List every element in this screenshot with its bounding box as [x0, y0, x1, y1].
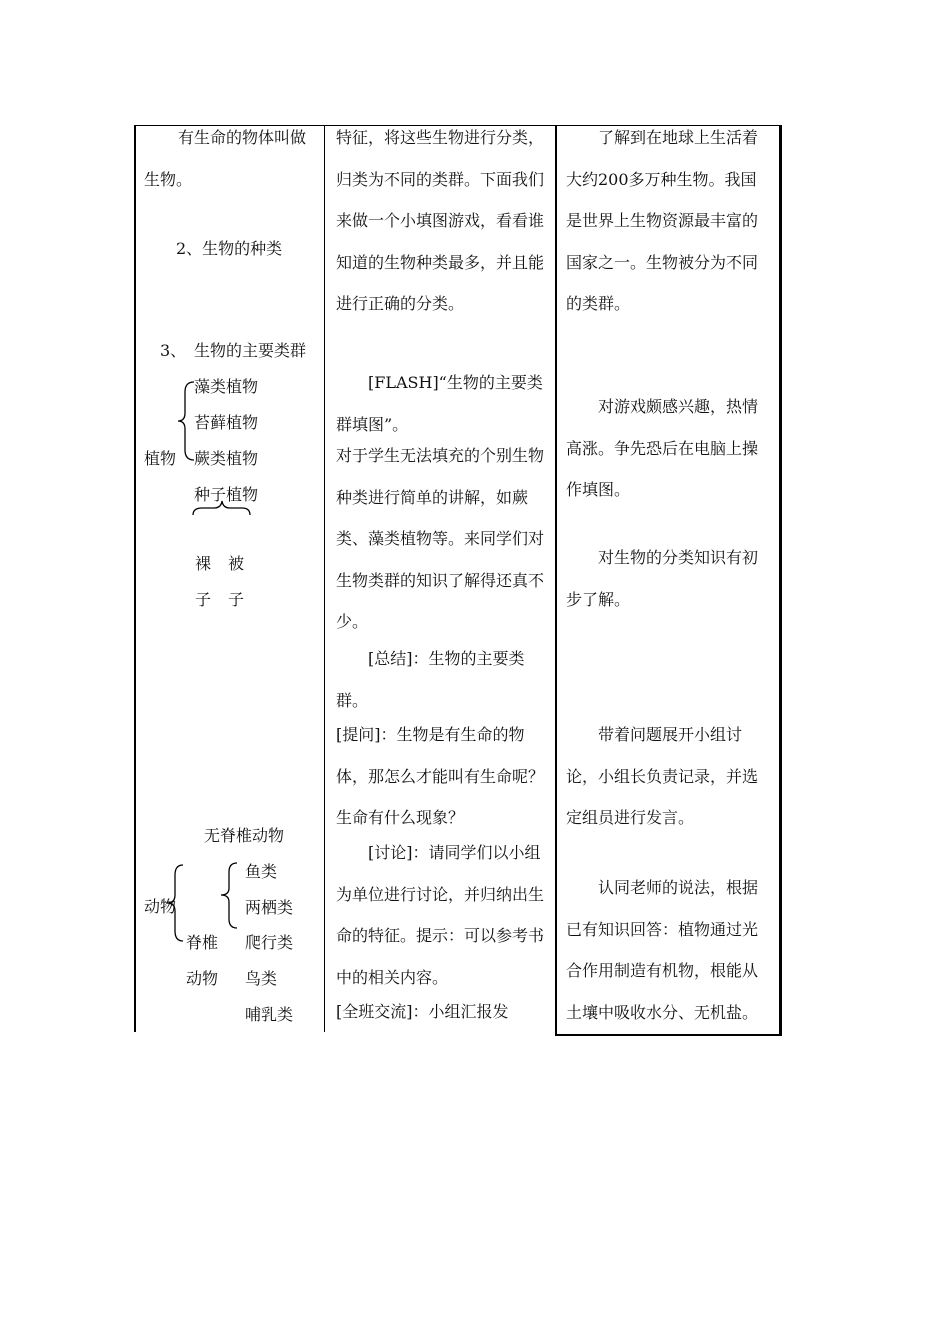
gymnosperm-char-2: 子	[195, 590, 212, 609]
teacher-paragraph: 对于学生无法填充的个别生物种类进行简单的讲解，如蕨类、藻类植物等。来同学们对生物类群的知识了解得还真不少。	[336, 446, 545, 631]
gymnosperm-char-1: 裸	[195, 554, 212, 573]
vertebrate-label-1: 脊椎	[186, 933, 219, 952]
plant-item: 蕨类植物	[194, 449, 259, 468]
column-divider-1	[324, 125, 325, 1032]
angiosperm-char-1: 被	[228, 554, 245, 573]
table-border-left	[134, 125, 136, 1032]
vertebrate-label-2: 动物	[186, 969, 219, 988]
vertebrate-brace	[218, 861, 240, 931]
student-paragraph: 带着问题展开小组讨论，小组长负责记录，并选定组员进行发言。	[566, 725, 759, 827]
vertebrate-item: 鸟类	[245, 969, 278, 988]
angiosperm-char-2: 子	[228, 590, 245, 609]
animals-brace	[165, 863, 185, 943]
animals-root-label: 动物	[144, 897, 177, 916]
table-border-bottom	[555, 1034, 782, 1036]
plants-root-label: 植物	[144, 449, 177, 468]
invertebrate-label: 无脊椎动物	[204, 826, 285, 845]
section-3-number: 3、	[160, 341, 187, 360]
student-paragraph: 对游戏颇感兴趣，热情高涨。争先恐后在电脑上操作填图。	[566, 397, 759, 499]
section-3-heading: 生物的主要类群	[194, 341, 307, 360]
plants-brace	[176, 380, 196, 462]
intro-line-2: 生物。	[144, 170, 193, 189]
student-paragraph: 认同老师的说法，根据已有知识回答：植物通过光合作用制造有机物，根能从土壤中吸收水分、无机盐。	[566, 878, 759, 1022]
vertebrate-item: 鱼类	[245, 862, 278, 881]
plant-item: 种子植物	[194, 485, 259, 504]
vertebrate-item: 爬行类	[245, 933, 294, 952]
teacher-paragraph: [提问]：生物是有生命的物体，那怎么才能叫有生命呢？生命有什么现象？	[336, 725, 545, 827]
vertebrate-item: 哺乳类	[245, 1005, 294, 1024]
seed-plants-brace	[192, 500, 252, 518]
table-border-right	[779, 125, 782, 1036]
plant-item: 藻类植物	[194, 377, 259, 396]
student-paragraph: 对生物的分类知识有初步了解。	[566, 548, 759, 609]
intro-line-1: 有生命的物体叫做	[178, 128, 307, 147]
vertebrate-item: 两栖类	[245, 898, 294, 917]
column-divider-2	[555, 125, 557, 1036]
teacher-paragraph: [全班交流]：小组汇报发	[336, 1002, 509, 1021]
student-paragraph: 了解到在地球上生活着大约200多万种生物。我国是世界上生物资源最丰富的国家之一。生物被分为不同的类群。	[566, 128, 759, 313]
section-2-heading: 2、生物的种类	[176, 239, 283, 258]
teacher-paragraph: 特征，将这些生物进行分类，归类为不同的类群。下面我们来做一个小填图游戏，看看谁知道的生物种类最多，并且能进行正确的分类。	[336, 128, 545, 313]
teacher-paragraph: [讨论]：请同学们以小组为单位进行讨论，并归纳出生命的特征。提示：可以参考书中的相关内容。	[336, 843, 545, 987]
plant-item: 苔藓植物	[194, 413, 259, 432]
teacher-paragraph: [FLASH]“生物的主要类群填图”。	[336, 373, 543, 434]
teacher-paragraph: [总结]：生物的主要类群。	[336, 649, 525, 710]
